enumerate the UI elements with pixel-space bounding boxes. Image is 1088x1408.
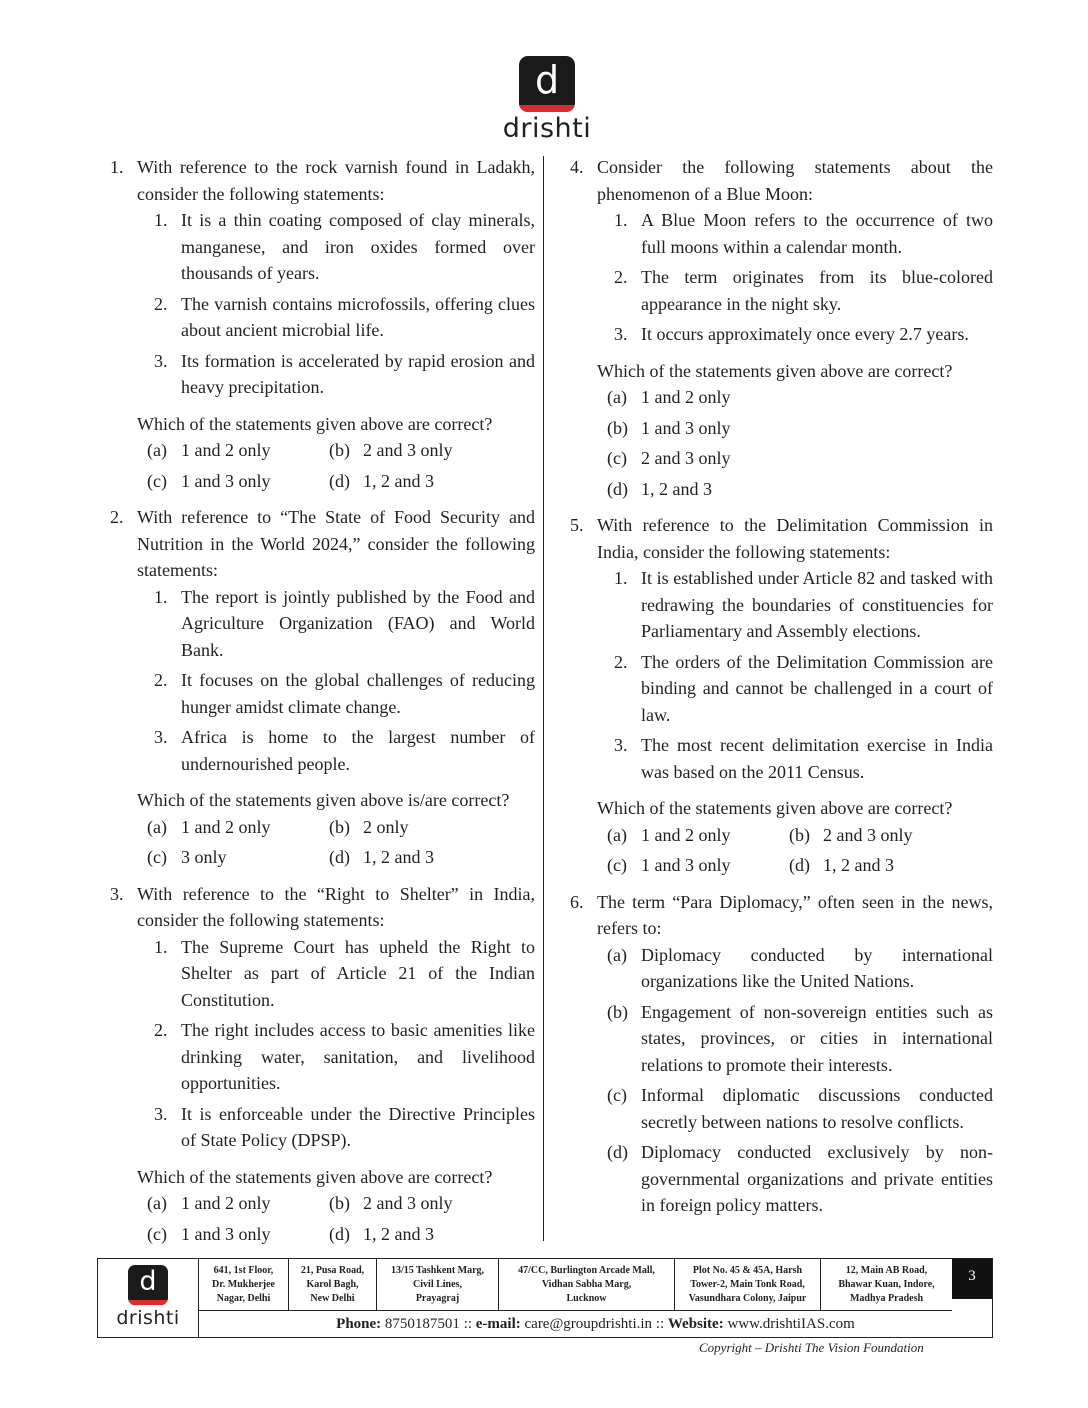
question-3 [110,881,535,1248]
statement: 3. The most recent delimitation exercise in India was based on the 2011 Census. [614,735,993,782]
contact-line: Phone: 8750187501 :: e-mail: care@groupdrishti.in :: Website: www.drishtiIAS.com [336,1316,855,1332]
question-number: 2. [110,507,124,527]
options [137,814,535,871]
question-6 [570,889,993,1219]
options [137,1190,535,1247]
address-lucknow: 47/CC, Burlington Arcade Mall, Vidhan Sabha Marg, Lucknow [499,1259,675,1310]
footer-logo [98,1259,199,1337]
question-5 [570,512,993,879]
options [597,942,993,1219]
statement: 1. A Blue Moon refers to the occurrence of two full moons within a calendar month. [614,210,993,257]
header-logo [497,56,597,144]
option-b[interactable]: (b) 2 and 3 only [329,440,453,460]
option-c[interactable]: (c) 1 and 3 only [147,1223,271,1244]
statement: 2. It focuses on the global challenges of reducing hunger amidst climate change. [154,670,535,717]
statement: 1. The Supreme Court has upheld the Right to Shelter as part of Article 21 of the Indian Constitution. [154,936,535,1010]
logo-wordmark: drishti [116,1307,180,1329]
question-prompt: Which of the statements given above is/are correct? [137,790,510,810]
statement: 2. The orders of the Delimitation Commission are binding and cannot be challenged in a court of law. [614,651,993,725]
email-link[interactable]: care@groupdrishti.in [524,1316,653,1332]
address-indore: 12, Main AB Road, Bhawar Kuan, Indore, Madhya Pradesh [838,1265,935,1304]
footer [97,1258,993,1338]
options [597,384,993,502]
statement: 2. The varnish contains microfossils, offering clues about ancient microbial life. [154,293,535,340]
option-a[interactable]: (a) 1 and 2 only [147,440,271,460]
right-column [570,154,993,1223]
question-number: 4. [570,157,584,177]
question-number: 1. [110,157,124,177]
question-number: 5. [570,515,584,535]
left-column [110,154,535,1247]
option-c[interactable]: (c) 3 only [147,847,227,867]
question-number: 3. [110,883,124,904]
question-text: The term “Para Diplomacy,” often seen in the news, refers to: [597,891,993,938]
address-karol-bagh: 21, Pusa Road, Karol Bagh, New Delhi [289,1259,377,1310]
option-a[interactable]: (a) Diplomacy conducted by international organizations like the United Nations. [607,944,993,991]
options [137,437,535,494]
option-c[interactable]: (c) 1 and 3 only [607,855,731,875]
option-c[interactable]: (c) 1 and 3 only [147,470,271,491]
question-1 [110,154,535,494]
question-prompt: Which of the statements given above are correct? [597,360,953,381]
question-prompt: Which of the statements given above are correct? [137,1166,493,1187]
option-a[interactable]: (a) 1 and 2 only [147,816,271,837]
column-divider [543,156,544,1241]
option-d[interactable]: (d) 1, 2 and 3 [329,847,434,867]
address-row [199,1259,952,1311]
option-d[interactable]: (d) 1, 2 and 3 [329,470,434,491]
address-delhi-mukherjee: 641, 1st Floor, Dr. Mukherjee Nagar, Delhi [199,1259,289,1310]
option-b[interactable]: (b) Engagement of non-sovereign entities such as states, provinces, or cities in international relations to promote their interests. [607,1001,993,1075]
options [597,822,993,879]
option-c[interactable]: (c) Informal diplomatic discussions conducted secretly between nations to resolve conflicts. [607,1085,993,1132]
option-a[interactable]: (a) 1 and 2 only [147,1193,271,1213]
question-2 [110,504,535,871]
statement: 1. It is a thin coating composed of clay minerals, manganese, and iron oxides formed over thousands of years. [154,210,535,283]
logo-icon: d [519,56,575,112]
question-text: With reference to the “Right to Shelter” in India, consider the following statements: [137,883,535,930]
statement: 3. It occurs approximately once every 2.7 years. [614,324,969,344]
option-d[interactable]: (d) 1, 2 and 3 [607,478,712,499]
option-d[interactable]: (d) 1, 2 and 3 [329,1223,434,1244]
option-b[interactable]: (b) 2 and 3 only [789,824,913,845]
logo-wordmark: drishti [502,113,592,144]
question-text: With reference to the Delimitation Commission in India, consider the following statements: [597,515,993,562]
logo-icon: d [128,1265,168,1305]
question-4 [570,154,993,502]
address-jaipur: Plot No. 45 & 45A, Harsh Tower-2, Main Tonk Road, Vasundhara Colony, Jaipur [675,1259,821,1310]
statement: 1. It is established under Article 82 and tasked with redrawing the boundaries of constituencies for Parliamentary and Assembly elections. [614,568,993,641]
website-link[interactable]: www.drishtiIAS.com [727,1316,855,1332]
address-prayagraj: 13/15 Tashkent Marg, Civil Lines, Prayagraj [377,1259,499,1310]
option-b[interactable]: (b) 2 only [329,816,409,837]
option-c[interactable]: (c) 2 and 3 only [607,448,731,468]
copyright: Copyright – Drishti The Vision Foundation [699,1340,924,1355]
question-number: 6. [570,891,584,912]
statement: 3. Its formation is accelerated by rapid erosion and heavy precipitation. [154,350,535,397]
page-number: 3 [952,1259,992,1299]
option-b[interactable]: (b) 1 and 3 only [607,417,731,438]
question-text: With reference to the rock varnish found in Ladakh, consider the following statements: [137,157,535,204]
option-d[interactable]: (d) Diplomacy conducted exclusively by non-governmental organizations and private entities in foreign policy matters. [607,1142,993,1215]
question-text: With reference to “The State of Food Security and Nutrition in the World 2024,” consider the following statements: [137,507,535,580]
statement: 2. The term originates from its blue-colored appearance in the night sky. [614,267,993,314]
option-b[interactable]: (b) 2 and 3 only [329,1193,453,1213]
option-a[interactable]: (a) 1 and 2 only [607,387,731,407]
statement: 3. It is enforceable under the Directive Principles of State Policy (DPSP). [154,1103,535,1150]
question-prompt: Which of the statements given above are correct? [597,798,953,818]
statement: 1. The report is jointly published by the Food and Agriculture Organization (FAO) and World Bank. [154,586,535,660]
option-d[interactable]: (d) 1, 2 and 3 [789,855,894,875]
question-text: Consider the following statements about the phenomenon of a Blue Moon: [597,157,993,204]
question-prompt: Which of the statements given above are correct? [137,413,493,434]
statement: 3. Africa is home to the largest number of undernourished people. [154,727,535,774]
statement: 2. The right includes access to basic amenities like drinking water, sanitation, and livelihood opportunities. [154,1020,535,1093]
phone-number: 8750187501 [384,1316,460,1332]
option-a[interactable]: (a) 1 and 2 only [607,824,731,845]
